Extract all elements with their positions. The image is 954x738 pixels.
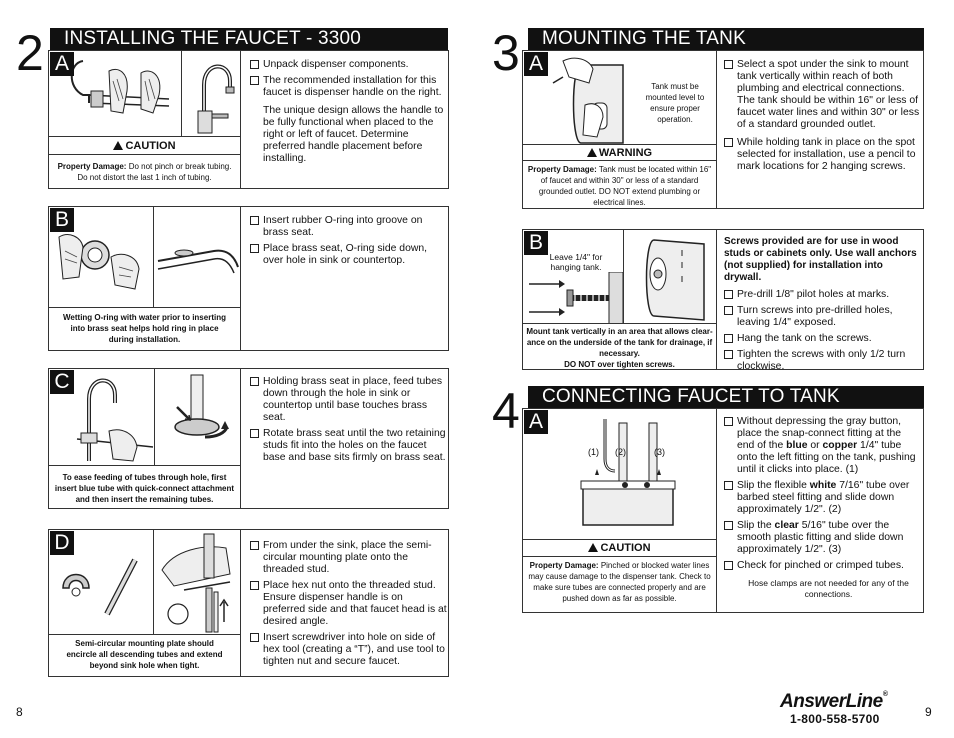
checkbox[interactable] [250,76,259,85]
checkbox[interactable] [724,60,733,69]
step-2a-letter: A [50,52,74,76]
checklist-item: Hang the tank on the screws. [724,333,922,345]
checklist-item: Insert screwdriver into hole on side of hex tool (creating a “T”), and use tool to tighten nut and secure faucet. [250,632,447,668]
hung-tank-illustration [624,230,716,323]
property-damage-note: Property Damage: Pinched or blocked water lines may cause damage to the dispenser tank. Check to make sure tubes are connected properly and are pushed down as far as possible. [528,561,711,603]
checkbox[interactable] [250,633,259,642]
step-4-number: 4 [492,383,520,439]
caution-heading: CAUTION [49,139,240,153]
step-3b-instructions [724,236,922,377]
screws-intro: Screws provided are for use in wood studs or cabinets only. Use wall anchors (not supplied) for installation into drywall. [724,236,917,283]
checkbox[interactable] [724,290,733,299]
checklist-item: Turn screws into pre-drilled holes, leaving 1/4" exposed. [724,305,922,329]
tightening-nut-illustration [154,530,240,634]
step-2d-letter: D [50,531,74,555]
checklist-item: While holding tank in place on the spot selected for installation, use a pencil to mark locations for 2 hanging screws. [724,137,920,173]
checklist-item: Select a spot under the sink to mount tank vertically within reach of both plumbing and electrical connections. The tank should be within 16" or less of faucet water lines and within 30" or less of a standard grounded outlet. [724,59,920,131]
checkbox[interactable] [724,350,733,359]
checkbox[interactable] [724,138,733,147]
hose-clamp-footnote: Hose clamps are not needed for any of the connections. [748,578,909,599]
step-2a-box [48,50,449,189]
mounting-plate-note: Semi-circular mounting plate should encircle all descending tubes and extend beyond sink hole when tight. [66,639,223,670]
checkbox[interactable] [250,60,259,69]
checkbox[interactable] [250,377,259,386]
step-2b-box [48,206,449,351]
checkbox[interactable] [724,334,733,343]
checklist-item: Tighten the screws with only 1/2 turn clockwise. [724,349,922,373]
checklist-item: Slip the clear 5/16" tube over the smooth plastic fitting and slide down approximately 1/2". (3) [724,520,920,556]
checkbox[interactable] [250,581,259,590]
mount-clearance-note: Mount tank vertically in an area that allows clear-ance on the underside of the tank for drainage, if necessary. DO NOT over tighten screws. [526,327,713,369]
step-4-title: CONNECTING FAUCET TO TANK [528,386,924,408]
step-4a-box [522,408,924,613]
checkbox[interactable] [250,216,259,225]
o-ring-tip-note: Wetting O-ring with water prior to inserting into brass seat helps hold ring in place during installation. [63,313,226,344]
checklist-item: Insert rubber O-ring into groove on brass seat. [250,215,445,239]
connection-label-2: (2) [615,447,626,457]
faucet-illustration [182,51,240,136]
step-3a-box [522,50,924,209]
step-2c-instructions [250,376,447,468]
checklist-item: Pre-drill 1/8" pilot holes at marks. [724,289,922,301]
step-4a-instructions [724,416,920,600]
step-3b-letter: B [524,231,548,255]
step-3b-box [522,229,924,370]
step-3-title: MOUNTING THE TANK [528,28,924,50]
step-4a-letter: A [524,410,548,434]
step-2c-letter: C [50,370,74,394]
caution-heading: CAUTION [523,541,716,555]
checkbox[interactable] [250,541,259,550]
property-damage-note: Property Damage: Do not pinch or break tubing. Do not distort the last 1 inch of tubing. [57,162,232,182]
support-phone: 1-800-558-5700 [790,712,880,726]
checklist-item: Slip the flexible white 7/16" tube over barbed steel fitting and slide down approximately 1/2". (2) [724,480,920,516]
checkbox[interactable] [250,244,259,253]
step-2b-instructions [250,215,445,271]
checkbox[interactable] [724,561,733,570]
checklist-item: Check for pinched or crimped tubes. [724,560,920,572]
brand-logo: AnswerLine® [780,691,888,712]
screw-illustration [523,272,623,324]
step-2-number: 2 [16,25,44,81]
warning-triangle-icon [587,148,597,157]
step-3a-instructions [724,59,920,177]
rotate-brass-seat-illustration [155,369,240,465]
step-2-title: INSTALLING THE FAUCET - 3300 [50,28,448,50]
warning-triangle-icon [588,543,598,552]
handle-placement-paragraph: The unique design allows the handle to be fully functional when placed to the right or left of faucet. Determine preferred handle placement before installing. [263,105,444,164]
checklist-item: Place hex nut onto the threaded stud. Ensure dispenser handle is on preferred side and that faucet head is at desired angle. [250,580,447,628]
step-3a-letter: A [524,52,548,76]
warning-triangle-icon [113,141,123,150]
tank-level-label: Tank must be mounted level to ensure proper operation. [645,82,705,124]
checklist-item: Rotate brass seat until the two retaining studs fit into the holes on the faucet base and base sits firmly on brass seat. [250,428,447,464]
connection-label-3: (3) [654,447,665,457]
page-number-left: 8 [16,705,23,719]
page-number-right: 9 [925,705,932,719]
hanging-gap-label: Leave 1/4" for hanging tank. [549,252,603,272]
property-damage-note: Property Damage: Tank must be located within 16" of faucet and within 30" or less of a standard grounded outlet. DO NOT extend plumbing or electrical lines. [527,165,712,207]
step-3-number: 3 [492,25,520,81]
warning-heading: WARNING [523,146,716,160]
tank-connections-illustration [523,409,716,539]
step-2b-letter: B [50,208,74,232]
feeding-tubes-note: To ease feeding of tubes through hole, first insert blue tube with quick-connect attachment and then insert the remaining tubes. [54,473,235,504]
checklist-item: Place brass seat, O-ring side down, over hole in sink or countertop. [250,243,445,267]
checklist-item: The recommended installation for this faucet is dispenser handle on the right. [250,75,445,99]
checklist-item: Holding brass seat in place, feed tubes down through the hole in sink or countertop until base touches brass seat. [250,376,447,424]
checklist-item: From under the sink, place the semi-circular mounting plate onto the threaded stud. [250,540,447,576]
checkbox[interactable] [724,306,733,315]
checklist-item: Without depressing the gray button, place the snap-connect fitting at the end of the blue or copper 1/4" tube onto the left fitting on the tank, pushing until it clicks into place. (1) [724,416,920,476]
step-2d-box [48,529,449,677]
connection-label-1: (1) [588,447,599,457]
sink-hole-illustration [154,207,240,307]
checklist-item: Unpack dispenser components. [250,59,445,71]
checkbox[interactable] [724,481,733,490]
checkbox[interactable] [250,429,259,438]
checkbox[interactable] [724,417,733,426]
step-2d-instructions [250,540,447,672]
step-2a-instructions [250,59,445,169]
checkbox[interactable] [724,521,733,530]
step-2c-box [48,368,449,509]
